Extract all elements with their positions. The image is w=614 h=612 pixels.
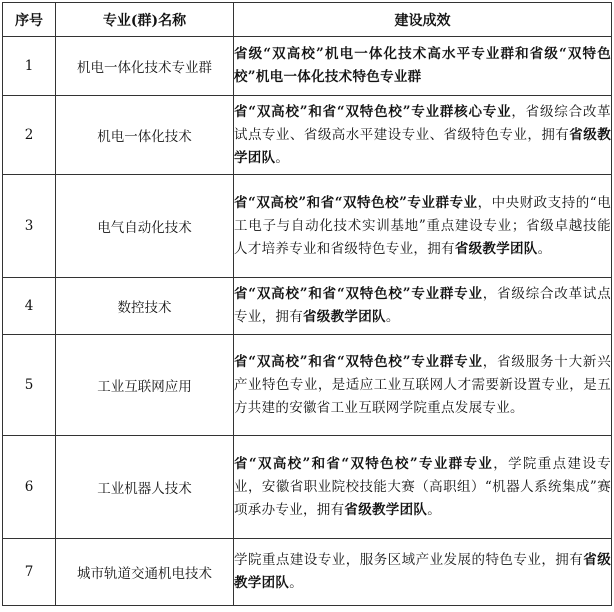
row-major-name: 工业互联网应用: [56, 335, 234, 436]
description-bold-text: 省级教学团队: [454, 240, 538, 257]
row-number: 2: [3, 96, 56, 175]
row-number: 5: [3, 335, 56, 436]
row-major-name: 数控技术: [56, 278, 234, 335]
table-row: [3, 278, 612, 335]
header-major-name: 专业(群)名称: [56, 3, 234, 37]
description-bold-text: 省级“双高校”机电一体化技术高水平专业群和省级“双特色校”机电一体化技术特色专业群: [234, 46, 611, 85]
table-row: [3, 436, 612, 539]
header-row: [3, 3, 612, 37]
row-description: [234, 436, 612, 539]
row-number: 7: [3, 539, 56, 606]
description-text: 。: [289, 575, 304, 591]
description-bold-text: 省“双高校”和省“双特色校”专业群专业: [234, 194, 478, 211]
row-description: [234, 335, 612, 436]
table-row: [3, 539, 612, 606]
row-major-name: 机电一体化技术: [56, 96, 234, 175]
header-achievement: 建设成效: [234, 3, 612, 37]
description-bold-text: 省级教学团队: [234, 126, 612, 166]
description-bold-text: 省级教学团队: [344, 501, 428, 518]
description-text: ，省级综合改革试点专业，拥有: [234, 286, 612, 325]
description-text: ，省级综合改革试点专业、省级高水平建设专业、省级特色专业，拥有: [234, 103, 611, 143]
description-bold-text: 省“双高校”和省“双特色校”专业群专业: [234, 455, 494, 472]
description-text: 。: [385, 309, 400, 325]
description-text: ，省级服务十大新兴产业特色专业，是适应工业互联网人才需要新设置专业，是五方共建的安徽省工业互联网学院重点发展专业。: [234, 353, 612, 416]
description-text: ，学院重点建设专业，安徽省职业院校技能大赛（高职组）“机器人系统集成”赛项承办专业，拥有: [234, 455, 611, 518]
description-bold-text: 省级教学团队: [303, 309, 386, 325]
row-description: [234, 37, 612, 96]
table-row: [3, 37, 612, 96]
row-description: [234, 278, 612, 335]
table-row: [3, 335, 612, 436]
header-serial: 序号: [3, 3, 56, 37]
row-description: [234, 96, 612, 175]
row-major-name: 电气自动化技术: [56, 175, 234, 278]
row-major-name: 城市轨道交通机电技术: [56, 539, 234, 606]
description-text: 。: [537, 240, 552, 257]
table-row: [3, 96, 612, 175]
description-text: ，中央财政支持的“电工电子与自动化技术实训基地”重点建设专业；省级卓越技能人才培养专业和省级特色专业，拥有: [234, 194, 611, 257]
table-row: [3, 175, 612, 278]
description-bold-text: 省“双高校”和省“双特色校”专业群核心专业: [234, 103, 512, 120]
row-number: 6: [3, 436, 56, 539]
description-text: 学院重点建设专业，服务区域产业发展的特色专业，拥有: [234, 552, 584, 568]
row-description: [234, 539, 612, 606]
description-bold-text: 省级教学团队: [234, 552, 612, 591]
description-text: 。: [275, 149, 290, 166]
row-number: 3: [3, 175, 56, 278]
row-major-name: 工业机器人技术: [56, 436, 234, 539]
achievement-table: [2, 2, 612, 606]
row-number: 1: [3, 37, 56, 96]
description-text: 。: [427, 501, 442, 518]
row-major-name: 机电一体化技术专业群: [56, 37, 234, 96]
description-bold-text: 省“双高校”和省“双特色校”专业群专业: [234, 353, 483, 370]
row-description: [234, 175, 612, 278]
row-number: 4: [3, 278, 56, 335]
description-bold-text: 省“双高校”和省“双特色校”专业群专业: [234, 286, 483, 302]
